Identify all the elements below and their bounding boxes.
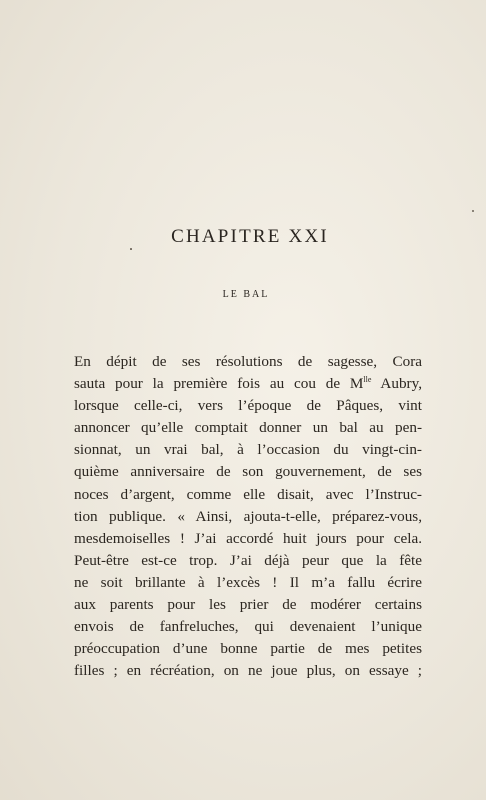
text-line xyxy=(74,616,422,638)
line-text: En dépit de ses résolutions de sagesse, Cora xyxy=(74,353,422,370)
body-text xyxy=(74,351,422,682)
paper-speck xyxy=(130,248,132,250)
line-text: aux parents pour les prier de modérer certains xyxy=(74,596,422,614)
line-text: annoncer qu’elle comptait donner un bal au pen- xyxy=(74,419,422,437)
line-text: sauta pour la première fois au cou de xyxy=(74,375,350,393)
line-text: filles ; en récréation, on ne joue plus, on essaye ; xyxy=(74,662,422,680)
line-text: sionnat, un vrai bal, à l’occasion du vingt-cin- xyxy=(74,441,422,459)
line-text: envois de fanfreluches, qui devenaient l’unique xyxy=(74,618,422,636)
text-line xyxy=(74,395,422,417)
text-line xyxy=(74,461,422,483)
text-line xyxy=(74,484,422,506)
text-line xyxy=(74,572,422,594)
text-line xyxy=(74,439,422,461)
text-line xyxy=(74,373,422,395)
title-superscript: lle xyxy=(363,375,372,385)
text-line xyxy=(74,351,422,373)
line-text: ne soit brillante à l’excès ! Il m’a fallu écrire xyxy=(74,573,422,591)
line-text: préoccupation d’une bonne partie de mes petites xyxy=(74,640,422,658)
line-text: lorsque celle-ci, vers l’époque de Pâques, vint xyxy=(74,397,422,415)
paper-speck xyxy=(472,210,474,212)
text-line xyxy=(74,638,422,660)
text-line xyxy=(74,528,422,550)
text-line xyxy=(74,506,422,528)
text-line xyxy=(74,660,422,682)
line-text: quième anniversaire de son gouvernement, de ses xyxy=(74,463,422,481)
title-abbreviation: M xyxy=(349,375,364,393)
text-line xyxy=(74,550,422,572)
line-text: mesdemoiselles ! J’ai accordé huit jours pour cela. xyxy=(74,529,422,547)
text-line xyxy=(74,417,422,439)
line-text: Peut-être est-ce trop. J’ai déjà peur que la fête xyxy=(74,551,422,569)
text-line xyxy=(74,594,422,616)
line-text: noces d’argent, comme elle disait, avec l’Instruc- xyxy=(74,485,422,503)
chapter-title: CHAPITRE XXI xyxy=(171,226,329,247)
line-text: tion publique. « Ainsi, ajouta-t-elle, préparez-vous, xyxy=(74,507,422,525)
line-text: Aubry, xyxy=(371,375,423,393)
section-title: LE BAL xyxy=(222,289,270,300)
